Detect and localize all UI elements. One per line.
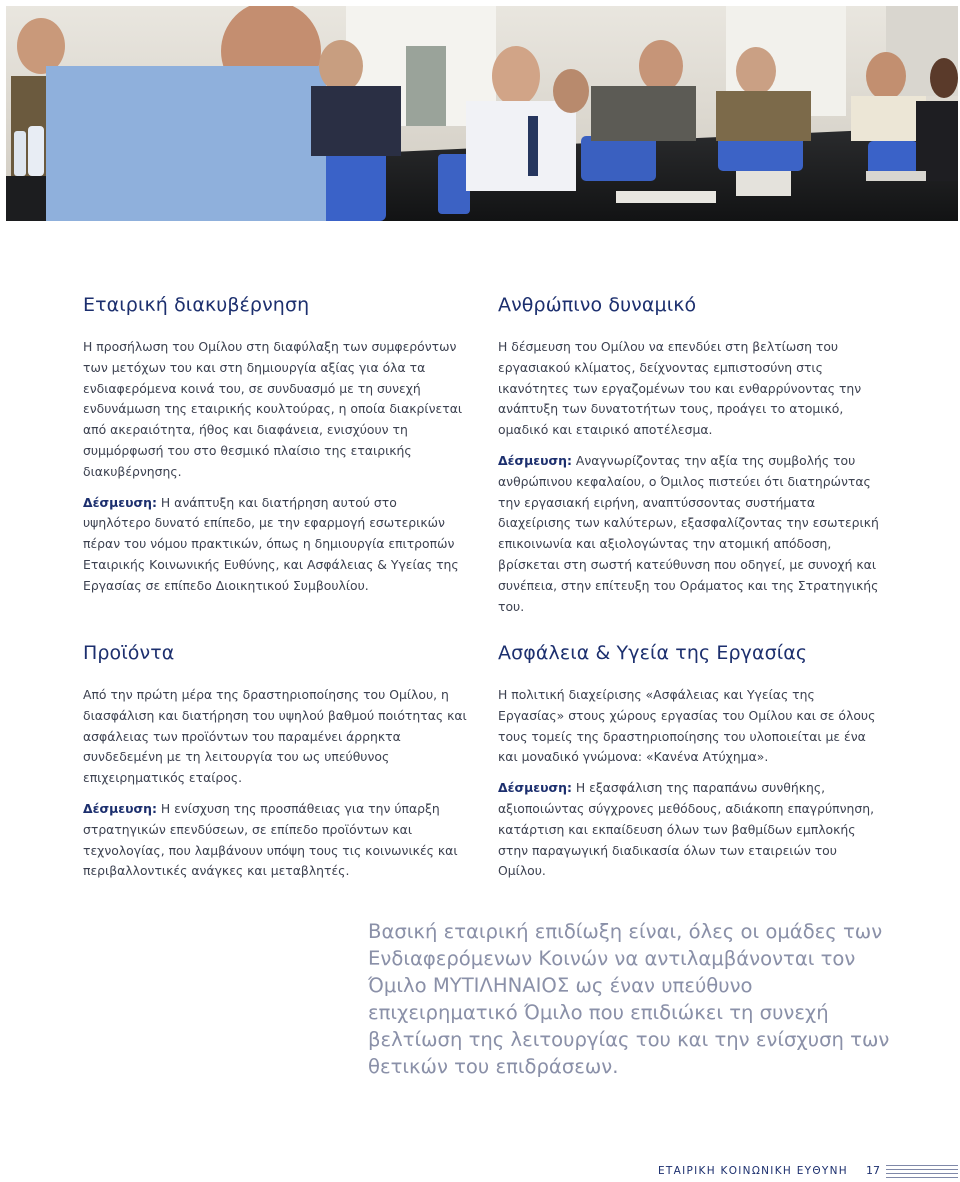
commitment-text: Η ανάπτυξη και διατήρηση αυτού στο υψηλότερο δυνατό επίπεδο, με την εφαρμογή εσωτερικών πέραν του νόμου πρακτικών, όπως η δημιουργία επιτροπών Εταιρικής Κοινωνικής Ευθύνης, και Ασφάλειας & Υγείας της Εργασίας σε επίπεδο Διοικητικού Συμβουλίου. [83,494,459,593]
section-body: Από την πρώτη μέρα της δραστηριοποίησης του Ομίλου, η διασφάλιση και διατήρηση του υψηλού βαθμού ποιότητας και ασφάλειας των προϊόντων του παραμένει άρρηκτα συνδεδεμένη με τη λειτουργία του ως υπεύθυνος επιχειρηματικός εταίρος. [83,687,467,786]
commitment-label: Δέσμευση: [83,494,157,510]
section-corporate-governance [83,293,468,607]
section-title: Εταιρική διακυβέρνηση [83,294,310,316]
commitment-text: Αναγνωρίζοντας την αξία της συμβολής του ανθρώπινου κεφαλαίου, ο Όμιλος πιστεύει ότι διατηρώντας την εργασιακή ειρήνη, αναπτύσσοντας συστήματα διαχείρισης των καλύτερων, εξασφαλίζοντας την εσωτερική επικοινωνία και αξιολογώντας την ατομική απόδοση, βρίσκεται στη σωστή κατεύθυνση που οδηγεί, με συνοχή και συνέπεια, στην επίτευξη του Οράματος και της Στρατηγικής του. [498,452,879,614]
section-body: Η δέσμευση του Ομίλου να επενδύει στη βελτίωση του εργασιακού κλίματος, δείχνοντας εμπιστοσύνη στις ικανότητες των εργαζομένων του και ενθαρρύνοντας την ανάπτυξη των δυνατοτήτων τους, προάγει το ατομικό, ομαδικό και εταιρικό αποτέλεσμα. [498,339,862,438]
footer-rule-decoration [886,1165,958,1181]
section-body: Η προσήλωση του Ομίλου στη διαφύλαξη των συμφερόντων των μετόχων του και στη δημιουργία αξίας για όλα τα ενδιαφερόμενα κοινά του, σε συνδυασμό με τη συνεχή ενδυνάμωση της εταιρικής κουλτούρας, η οποία διακρίνεται από ακεραιότητα, ήθος και διαφάνεια, ενισχύουν τη συμμόρφωσή του στο θεσμικό πλαίσιο της εταιρικής διακυβέρνησης. [83,339,463,479]
commitment-paragraph [83,799,468,882]
section-health-safety [498,641,883,892]
commitment-paragraph [83,493,468,597]
section-title: Ανθρώπινο δυναμικό [498,294,697,316]
commitment-label: Δέσμευση: [83,800,157,816]
page-number: 17 [866,1164,880,1177]
section-products [83,641,468,892]
commitment-label: Δέσμευση: [498,780,572,796]
section-body: Η πολιτική διαχείρισης «Ασφάλειας και Υγείας της Εργασίας» στους χώρους εργασίας του Ομίλου και σε όλους τους τομείς της δραστηριοποίησης του υλοποιείται με ένα και μοναδικό γνώμονα: «Κανένα Ατύχημα». [498,687,876,765]
section-title: Προϊόντα [83,642,175,664]
meeting-photo [6,6,958,221]
pull-quote: Βασική εταιρική επιδίωξη είναι, όλες οι ομάδες των Ενδιαφερόμενων Κοινών να αντιλαμβάνονται τον Όμιλο ΜΥΤΙΛΗΝΑΙΟΣ ως έναν υπεύθυνο επιχειρηματικό Όμιλο που επιδιώκει τη συνεχή βελτίωση της λειτουργίας του και την ενίσχυση των θετικών του επιδράσεων. [368,920,890,1078]
footer-title: ΕΤΑΙΡΙΚΗ ΚΟΙΝΩΝΙΚΗ ΕΥΘΥΝΗ [657,1165,848,1177]
commitment-text: Η εξασφάλιση της παραπάνω συνθήκης, αξιοποιώντας σύγχρονες μεθόδους, αδιάκοπη επαγρύπνηση, κατάρτιση και εκπαίδευση όλων των βαθμίδων εμπλοκής στην παραγωγική διαδικασία όλων των εταιρειών του Ομίλου. [498,780,875,879]
commitment-label: Δέσμευση: [498,452,572,468]
commitment-paragraph [498,778,883,882]
section-title: Ασφάλεια & Υγεία της Εργασίας [498,642,808,664]
commitment-paragraph [498,451,883,617]
section-human-resources [498,293,883,627]
page-footer [620,1162,958,1182]
commitment-text: Η ενίσχυση της προσπάθειας για την ύπαρξη στρατηγικών επενδύσεων, σε επίπεδο προϊόντων και τεχνολογίας, που λαμβάνουν υπόψη τους τις κοινωνικές και περιβαλλοντικές ανάγκες και μεταβλητές. [83,800,458,879]
